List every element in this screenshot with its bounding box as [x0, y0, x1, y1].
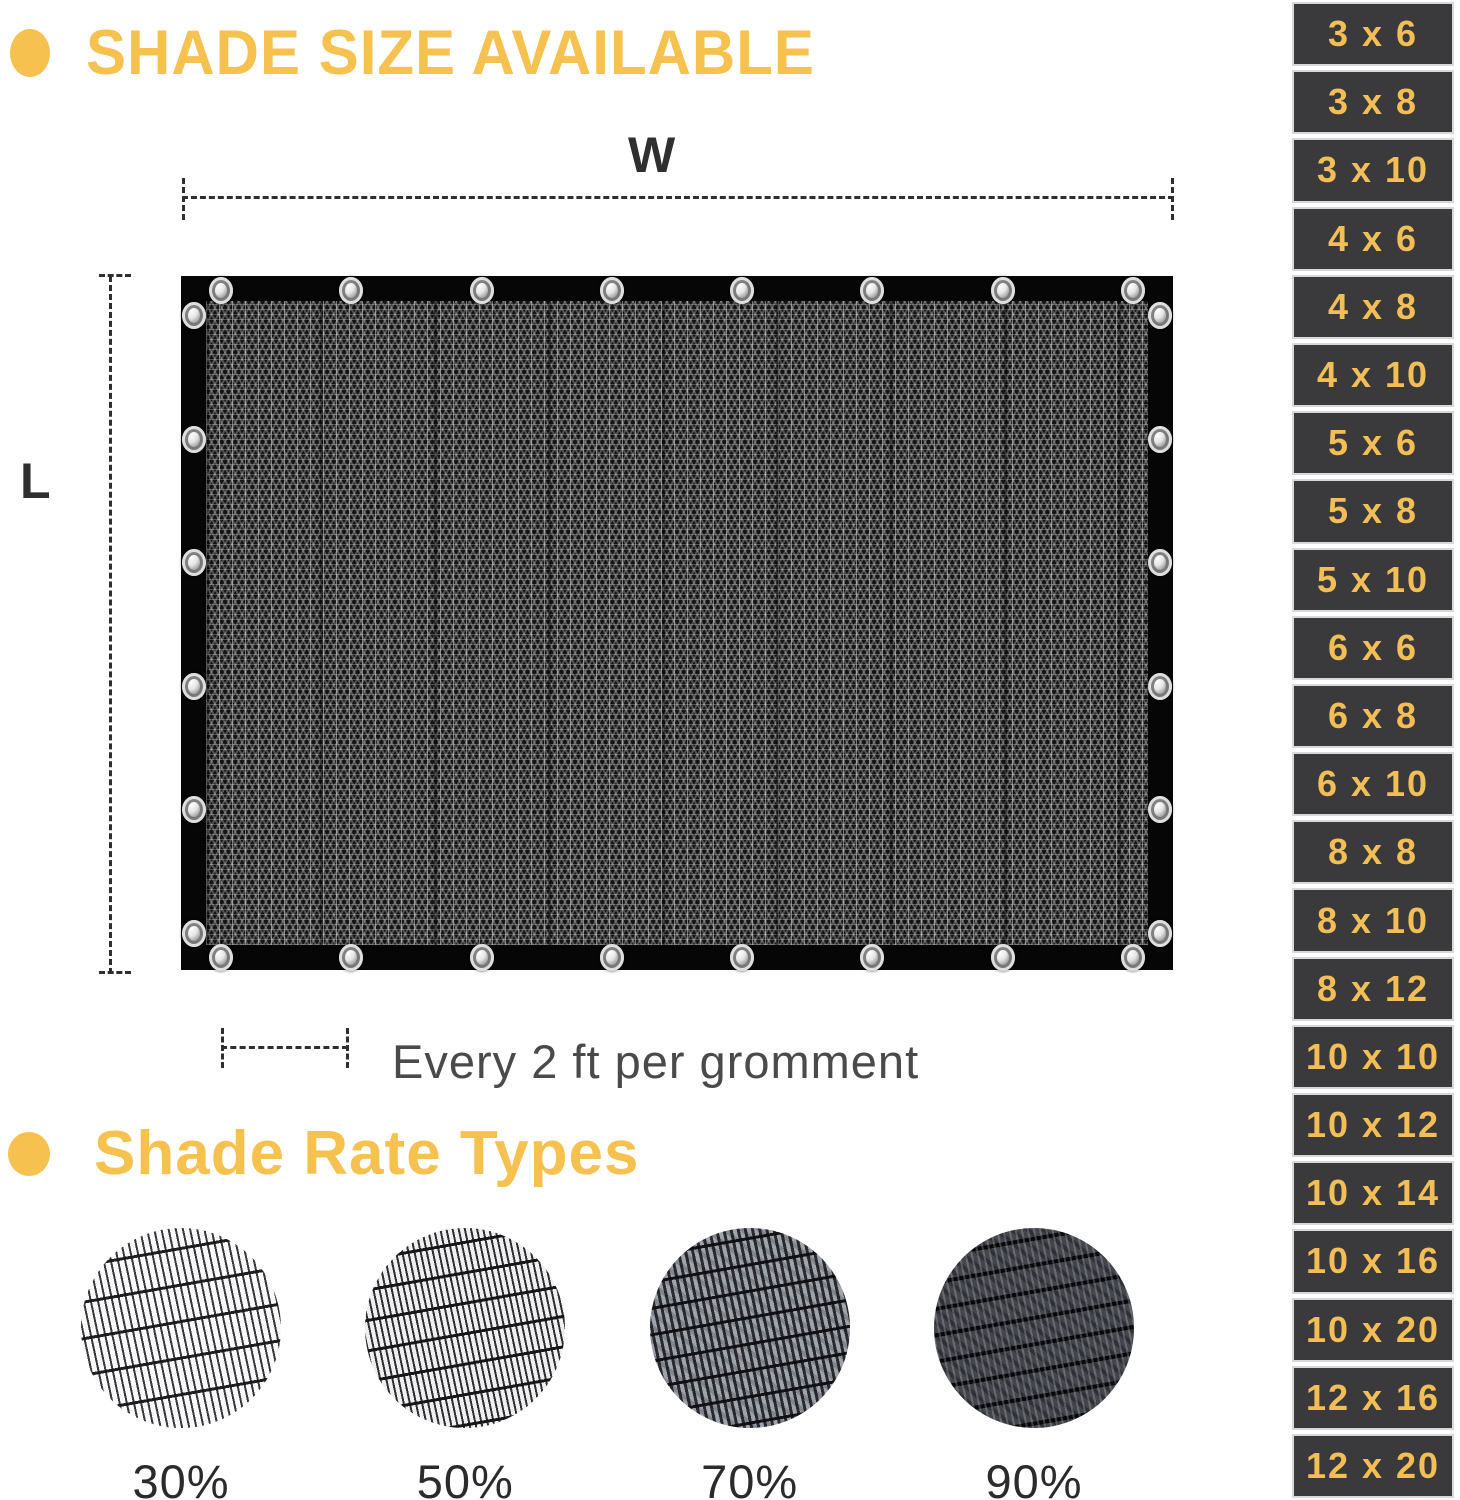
shade-rate-heading: [8, 1118, 639, 1189]
length-dimension-line: [109, 276, 112, 974]
shade-rate-label: 90%: [985, 1455, 1083, 1500]
size-item: [1292, 548, 1454, 612]
size-item: [1292, 207, 1454, 271]
size-item: [1292, 752, 1454, 816]
size-item: [1292, 1093, 1454, 1157]
grommet-spacing-line: [221, 1046, 348, 1049]
length-dimension-tick-bottom: [99, 971, 131, 974]
size-item: [1292, 1298, 1454, 1362]
mesh-fabric-texture: [206, 301, 1148, 945]
grommet-note: Every 2 ft per gromment: [392, 1035, 920, 1088]
size-item-label: 5 x 6: [1327, 422, 1419, 464]
size-item-label: 10 x 20: [1305, 1308, 1441, 1350]
grommet-icon: [339, 944, 363, 971]
shade-rate-label: 50%: [416, 1455, 514, 1500]
grommet-icon: [209, 277, 233, 304]
size-item-label: 10 x 14: [1305, 1172, 1441, 1214]
size-item-label: 6 x 6: [1327, 626, 1419, 668]
grommet-icon: [470, 277, 494, 304]
bullet-icon: [10, 29, 50, 77]
size-item-label: 4 x 6: [1327, 217, 1419, 259]
size-item: [1292, 1025, 1454, 1089]
size-list: [1292, 2, 1454, 1498]
size-item: [1292, 1366, 1454, 1430]
width-dimension-label: W: [628, 127, 676, 183]
grommet-icon: [860, 944, 884, 971]
bullet-icon: [8, 1132, 50, 1176]
grommet-icon: [730, 277, 754, 304]
grommet-icon: [182, 426, 206, 453]
size-item-label: 12 x 16: [1305, 1376, 1441, 1418]
grommet-icon: [1148, 426, 1172, 453]
size-item: [1292, 275, 1454, 339]
shade-rate-item: [81, 1228, 281, 1500]
shade-rate-item: [934, 1228, 1134, 1500]
size-item-label: 3 x 8: [1327, 81, 1419, 123]
grommet-icon: [1121, 944, 1145, 971]
size-item-label: 5 x 10: [1316, 558, 1430, 600]
length-dimension-label: L: [20, 453, 51, 509]
shade-mesh-panel: [181, 276, 1173, 970]
grommet-icon: [730, 944, 754, 971]
size-item-label: 3 x 6: [1327, 13, 1419, 55]
mesh-swatch-70: [650, 1228, 850, 1428]
shade-rate-swatches: [81, 1228, 1134, 1500]
grommet-icon: [600, 944, 624, 971]
mesh-swatch-90: [934, 1228, 1134, 1428]
size-item: [1292, 479, 1454, 543]
size-item: [1292, 2, 1454, 66]
width-dimension-line: [182, 196, 1174, 199]
size-item-label: 5 x 8: [1327, 490, 1419, 532]
shade-rate-item: [365, 1228, 565, 1500]
size-item-label: 10 x 10: [1305, 1035, 1441, 1077]
size-item-label: 10 x 12: [1305, 1104, 1441, 1146]
size-item: [1292, 616, 1454, 680]
grommet-icon: [470, 944, 494, 971]
grommet-icon: [600, 277, 624, 304]
shade-rate-label: 30%: [132, 1455, 230, 1500]
grommet-icon: [1148, 673, 1172, 700]
grommet-icon: [1148, 302, 1172, 329]
size-item: [1292, 957, 1454, 1021]
size-item-label: 12 x 20: [1305, 1445, 1441, 1487]
grommet-icon: [991, 277, 1015, 304]
grommet-icon: [1148, 796, 1172, 823]
grommet-icon: [339, 277, 363, 304]
grommet-icon: [182, 549, 206, 576]
size-item-label: 8 x 12: [1316, 967, 1430, 1009]
grommet-icon: [182, 302, 206, 329]
shade-size-title: SHADE SIZE AVAILABLE: [86, 17, 815, 88]
size-item-label: 6 x 10: [1316, 763, 1430, 805]
size-item: [1292, 411, 1454, 475]
mesh-swatch-50: [365, 1228, 565, 1428]
grommet-icon: [182, 920, 206, 947]
size-item-label: 8 x 8: [1327, 831, 1419, 873]
size-item-label: 4 x 10: [1316, 354, 1430, 396]
size-item: [1292, 70, 1454, 134]
length-dimension-tick-top: [99, 274, 131, 277]
size-item: [1292, 138, 1454, 202]
shade-rate-title: Shade Rate Types: [94, 1119, 640, 1188]
shade-rate-label: 70%: [701, 1455, 799, 1500]
size-item: [1292, 820, 1454, 884]
mesh-swatch-30: [81, 1228, 281, 1428]
size-item-label: 4 x 8: [1327, 285, 1419, 327]
size-item-label: 6 x 8: [1327, 694, 1419, 736]
width-dimension-tick-right: [1171, 178, 1174, 220]
size-item-label: 3 x 10: [1316, 149, 1430, 191]
width-dimension-tick-left: [182, 178, 185, 220]
size-item: [1292, 1229, 1454, 1293]
grommet-icon: [182, 673, 206, 700]
grommet-icon: [1121, 277, 1145, 304]
size-item: [1292, 1161, 1454, 1225]
shade-rate-item: [650, 1228, 850, 1500]
grommet-icon: [991, 944, 1015, 971]
size-item: [1292, 1434, 1454, 1498]
grommet-icon: [860, 277, 884, 304]
grommet-icon: [182, 796, 206, 823]
size-item-label: 10 x 16: [1305, 1240, 1441, 1282]
size-item: [1292, 684, 1454, 748]
size-item-label: 8 x 10: [1316, 899, 1430, 941]
grommet-icon: [1148, 920, 1172, 947]
grommet-icon: [209, 944, 233, 971]
grommet-icon: [1148, 549, 1172, 576]
size-item: [1292, 888, 1454, 952]
size-item: [1292, 343, 1454, 407]
shade-size-heading: [10, 18, 815, 87]
